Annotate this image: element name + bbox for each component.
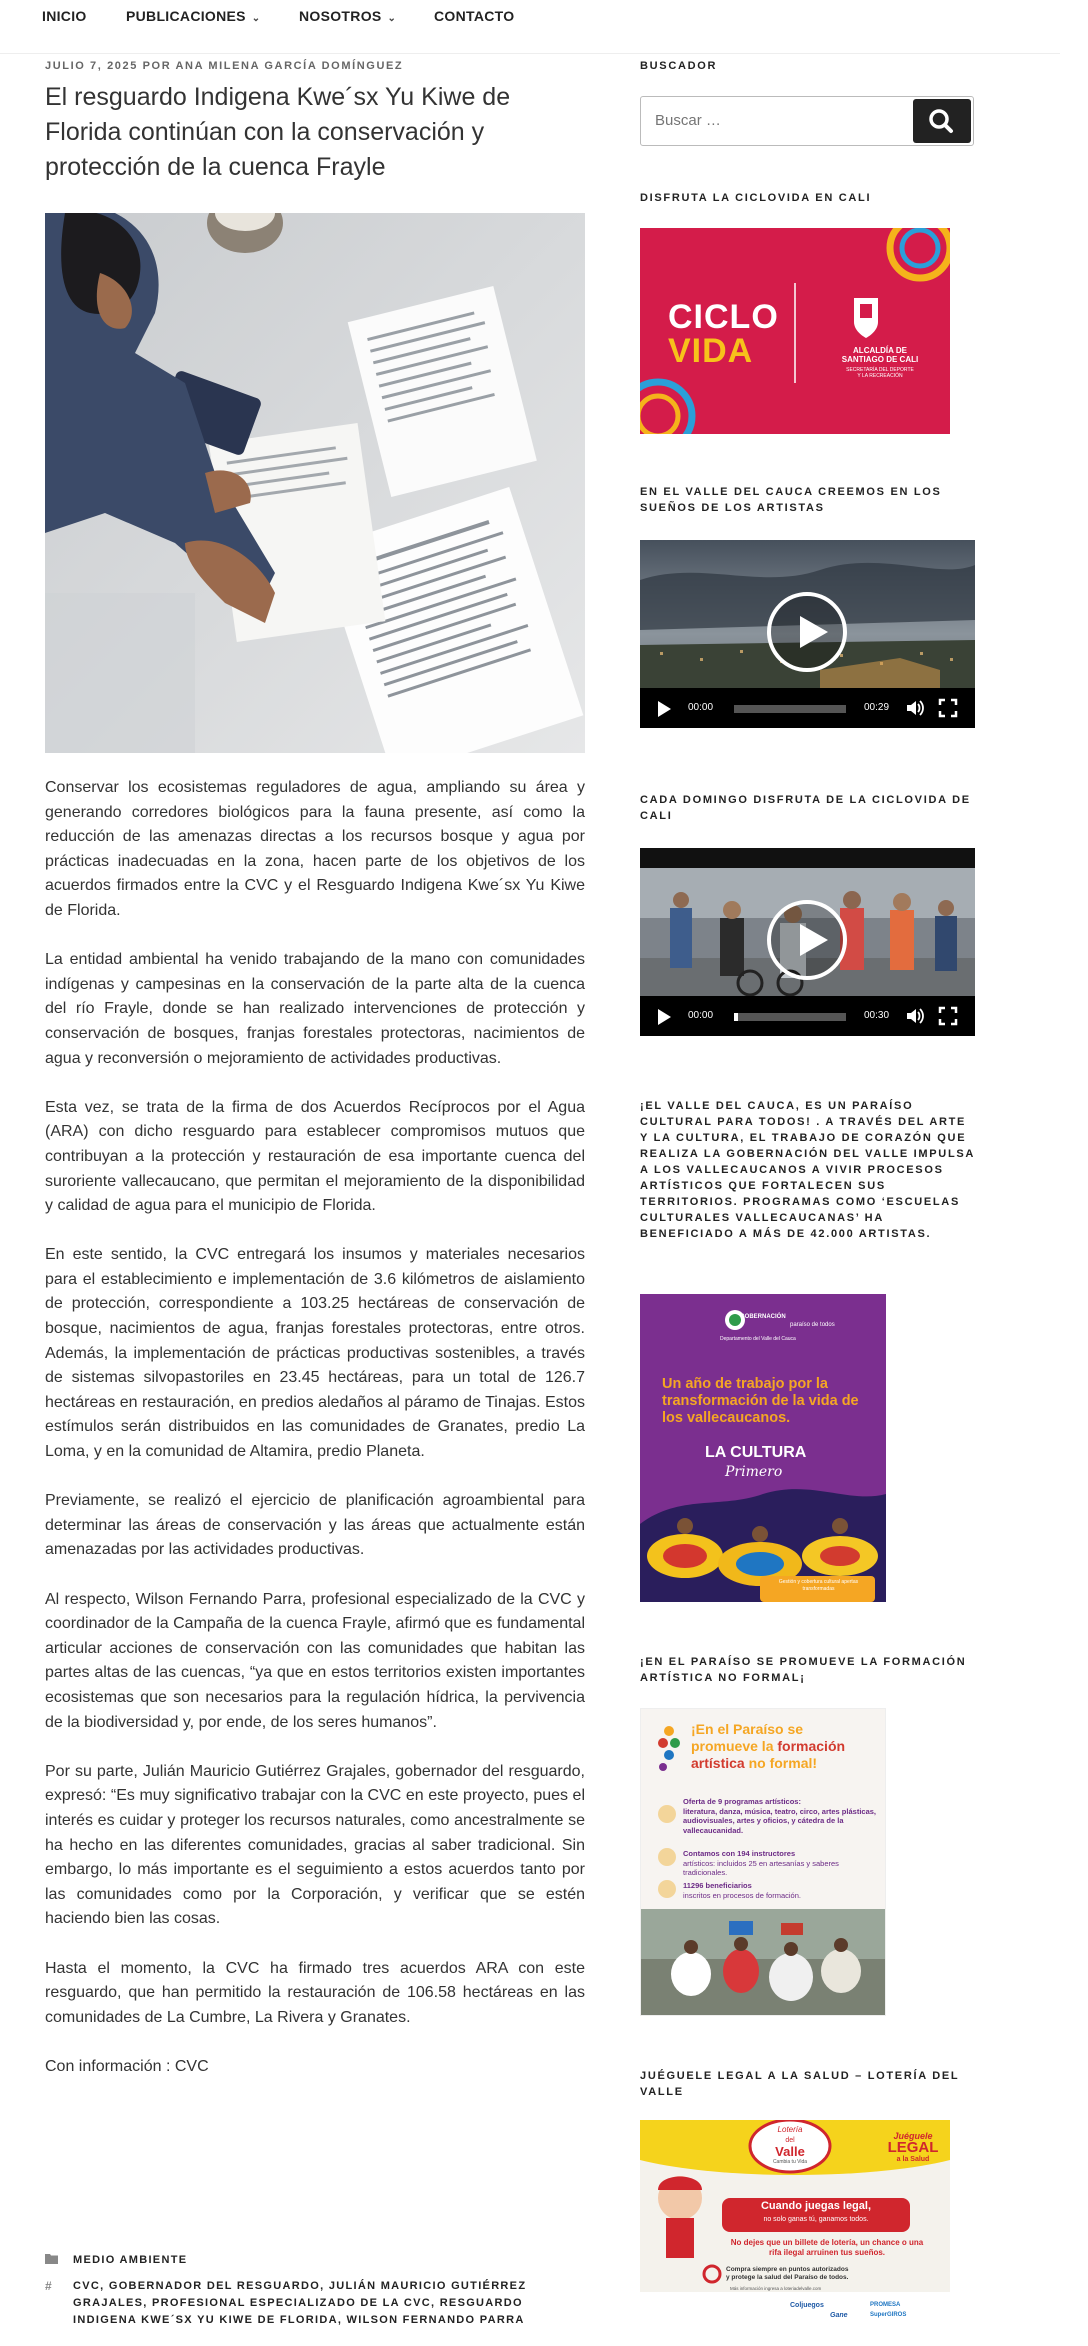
- item-title: 11296 beneficiarios: [683, 1881, 752, 1890]
- widget-title-suenos: EN EL VALLE DEL CAUCA CREEMOS EN LOS SUEÑOS DE LOS ARTISTAS: [640, 486, 942, 514]
- banner-line: no solo ganas tú, ganamos todos.: [763, 2216, 869, 2223]
- sponsor-promesa: PROMESA: [870, 2302, 901, 2308]
- signing-photo: [45, 213, 585, 753]
- nav-item-inicio[interactable]: INICIO: [42, 8, 87, 24]
- main-navigation: [0, 0, 1060, 54]
- warning-line: No dejes que un billete de lotería, un chance o una: [730, 2238, 924, 2247]
- search-button[interactable]: [913, 99, 971, 143]
- volume-icon[interactable]: [905, 698, 925, 718]
- post-title: El resguardo Indigena Kwe´sx Yu Kiwe de Florida continúan con la conservación y protección de la cuenca Frayle: [45, 83, 511, 181]
- widget-title-loteria: JUÉGUELE LEGAL A LA SALUD – LOTERÍA DEL VALLE: [640, 2070, 960, 2098]
- formacion-item-programas: [683, 1797, 879, 1835]
- logo-line: del: [785, 2137, 795, 2144]
- sponsor-logos: [700, 2300, 950, 2324]
- ciclovida-banner[interactable]: [640, 228, 950, 434]
- widget-title-domingo: CADA DOMINGO DISFRUTA DE LA CICLOVIDA DE CALI: [640, 794, 971, 822]
- headline-part: de la vida de los: [662, 1393, 859, 1426]
- paragraph: Con información : CVC: [45, 2057, 209, 2075]
- alcaldia-line: ALCALDÍA DE: [853, 346, 907, 355]
- search-form: [640, 96, 974, 146]
- search-icon: [913, 99, 971, 143]
- headline-part: no formal!: [744, 1755, 818, 1771]
- duration-time: 00:29: [864, 702, 890, 713]
- loteria-banner[interactable]: [640, 2120, 950, 2328]
- vida-text: VIDA: [668, 332, 754, 370]
- folder-icon: [45, 2252, 73, 2269]
- secretaria-line: SECRETARÍA DEL DEPORTE: [846, 367, 914, 373]
- banner-line: Cuando juegas legal,: [760, 2200, 872, 2212]
- video-controls: [640, 688, 975, 728]
- widget-title-paraiso-cultural: ¡EL VALLE DEL CAUCA, ES UN PARAÍSO CULTURAL PARA TODOS! . A TRAVÉS DEL ARTE Y LA CULTURA, EL TRABAJO DE CORAZÓN QUE REALIZA LA GOBERNACIÓN DEL VALLE IMPULSA A LOS VALLECAUCANOS A VIVIR PROCESOS ARTÍSTICOS QUE FORTALECEN SUS TERRITORIOS. PROGRAMAS COMO ‘ESCUELAS CULTURALES VALLECAUCANAS’ HA BENEFICIADO A MÁS DE 42.000 ARTISTAS.: [640, 1100, 975, 1240]
- paraiso-text: paraíso de todos: [790, 1322, 835, 1328]
- big-play-button[interactable]: [767, 592, 847, 672]
- logo-line: LEGAL: [887, 2139, 939, 2156]
- nav-item-publicaciones[interactable]: PUBLICACIONES ⌄: [126, 8, 261, 24]
- logo-line: Juéguele: [893, 2131, 933, 2141]
- paragraph: En este sentido, la CVC entregará los insumos y materiales necesarios para el establecimiento e implementación de 3.6 kilómetros de aislamiento de protección, correspondiente a 103.25 hectáreas de conservación de bosque, nacimientos de agua, franjas forestales protectoras, entre otros. Además, la implementación de prácticas productivas sostenibles, a través de sistemas silvopastoriles en 23.45 hectáreas, para un total de 126.7 hectáreas en restauración, en predios aledaños al páramo de Tinajas. Estos estímulos serán distribuidos en las comunidades de Granates, predio La Loma, y en la comunidad de Altamira, predio Planeta.: [45, 1246, 585, 1461]
- tags-row: [45, 2278, 585, 2329]
- post-date-link[interactable]: JULIO 7, 2025: [45, 60, 138, 72]
- progress-bar[interactable]: [734, 1013, 846, 1021]
- post-content: [45, 776, 585, 2104]
- headline-part: artística: [691, 1755, 745, 1771]
- item-desc: artísticos: incluidos 25 en artesanías y saberes tradicionales.: [683, 1858, 839, 1877]
- headline-part: promueve la: [691, 1738, 778, 1754]
- alcaldia-line: SANTIAGO DE CALI: [841, 355, 919, 364]
- paragraph: Al respecto, Wilson Fernando Parra, profesional especializado de la CVC y coordinador de la Campaña de la cuenca Frayle, afirmó que es fundamental articular acciones de conservación con las comunidades que habitan las partes altas de las cuencas, “ya que en estos territorios existen importantes ecosistemas que son necesarios para la regulación hídrica, la pervivencia de la biodiversidad y, por ende, de los seres humanos”.: [45, 1590, 585, 1731]
- primero-text: Primero: [725, 1464, 783, 1480]
- featured-image: [45, 213, 585, 753]
- fullscreen-icon[interactable]: [938, 698, 958, 718]
- progress-bar[interactable]: [734, 705, 846, 713]
- logo-line: Cambia tu Vida: [772, 2159, 808, 2165]
- compra-line: Compra siempre en puntos autorizados: [726, 2266, 849, 2273]
- item-title: Contamos con 194 instructores: [683, 1849, 796, 1858]
- post-by-label: POR: [142, 60, 172, 72]
- loteria-warning: [704, 2238, 950, 2258]
- hashtag-icon: #: [45, 2279, 53, 2293]
- paragraph: Previamente, se realizó el ejercicio de planificación agroambiental para determinar las áreas de conservación y las áreas que actualmente están amenazadas por las actividades productivas.: [45, 1492, 585, 1559]
- ciclo-text: CICLO: [668, 298, 779, 336]
- current-time: 00:00: [688, 1010, 714, 1021]
- logo-line: a la Salud: [896, 2156, 930, 2163]
- juegue-legal-logo: [880, 2130, 946, 2166]
- paragraph: La entidad ambiental ha venido trabajando de la mano con comunidades indígenas y campesinas en la conservación de la parte alta de la cuenca del río Frayle, donde se han realizado intervenciones de protección y conservación de bosques, franjas forestales protectoras, nacimientos de agua y reconversión o mejoramiento de actividades productivas.: [45, 951, 585, 1067]
- sponsor-coljuegos: Coljuegos: [790, 2302, 824, 2309]
- category-link[interactable]: MEDIO AMBIENTE: [73, 2254, 188, 2266]
- paragraph: Esta vez, se trata de la firma de dos Acuerdos Recíprocos por el Agua (ARA) con dicho resguardo para establecer compromisos mutuos que contribuyan a la protección y restauración de esa importante cuenca del suroriente vallecaucano, que permitan el mejoramiento de la disponibilidad y calidad de agua para el municipio de Florida.: [45, 1098, 585, 1215]
- sponsor-supergiros: SuperGIROS: [870, 2312, 907, 2318]
- logo-line: Lotería: [777, 2125, 803, 2134]
- post-footer-meta: [45, 2252, 585, 2338]
- headline-part: vallecaucanos.: [686, 1410, 791, 1426]
- sponsor-gane: Gane: [830, 2312, 848, 2319]
- fullscreen-icon[interactable]: [938, 1006, 958, 1026]
- warning-line: rifa ilegal arruinen tus sueños.: [768, 2248, 886, 2257]
- current-time: 00:00: [688, 702, 714, 713]
- chevron-down-icon: ⌄: [251, 13, 261, 24]
- cultura-headline: [662, 1376, 867, 1427]
- formacion-banner[interactable]: [640, 1708, 886, 2016]
- headline-part: formación: [777, 1738, 846, 1754]
- loteria-logo: [750, 2124, 830, 2168]
- paragraph: Conservar los ecosistemas reguladores de agua, ampliando su área y generando corredores biológicos para la fauna presente, así como la reducción de las amenazas directas a los recursos bosque y agua por prácticas inadecuadas en la zona, hacen parte de los objetivos de los acuerdos firmados entre la CVC y el Resguardo Indigena Kwe´sx Yu Kiwe de Florida.: [45, 779, 585, 919]
- duration-time: 00:30: [864, 1010, 890, 1021]
- item-title: Oferta de 9 programas artísticos:: [683, 1797, 801, 1806]
- headline-part: transformación: [662, 1393, 768, 1409]
- juegas-legal-banner: [722, 2200, 910, 2226]
- departamento-text: Departamento del Valle del Cauca: [720, 1336, 796, 1342]
- widget-title-formacion: ¡EN EL PARAÍSO SE PROMUEVE LA FORMACIÓN ARTÍSTICA NO FORMAL¡: [640, 1656, 967, 1684]
- formacion-headline: [691, 1721, 881, 1772]
- alcaldia-text: [830, 346, 930, 379]
- tags-links[interactable]: CVC, GOBERNADOR DEL RESGUARDO, JULIÁN MAURICIO GUTIÉRREZ GRAJALES, PROFESIONAL ESPECIALIZADO DE LA CVC, RESGUARDO INDIGENA KWE´SX YU KIWE DE FLORIDA, WILSON FERNANDO PARRA: [73, 2280, 527, 2326]
- logo-line: Valle: [775, 2144, 805, 2159]
- cultura-banner[interactable]: [640, 1294, 886, 1602]
- headline-line: ¡En el Paraíso se: [691, 1721, 804, 1737]
- la-cultura-text: LA CULTURA: [705, 1444, 807, 1461]
- cultura-badge: Gestión y cobertura cultural apertas transformadas: [778, 1579, 859, 1592]
- video-player-suenos[interactable]: [640, 540, 975, 728]
- post-author-link[interactable]: ANA MILENA GARCÍA DOMÍNGUEZ: [175, 60, 404, 72]
- play-icon[interactable]: [658, 701, 671, 717]
- formacion-item-instructores: [683, 1849, 879, 1878]
- nav-item-nosotros[interactable]: NOSOTROS ⌄: [299, 8, 397, 24]
- post-meta: [45, 60, 403, 72]
- widget-title-buscador: BUSCADOR: [640, 60, 718, 72]
- secretaria-line: Y LA RECREACIÓN: [857, 373, 903, 379]
- widget-title-ciclovida: DISFRUTA LA CICLOVIDA EN CALI: [640, 192, 872, 204]
- volume-icon[interactable]: [905, 1006, 925, 1026]
- paragraph: Hasta el momento, la CVC ha firmado tres acuerdos ARA con este resguardo, que han permitido la restauración de 106.58 hectáreas en las comunidades de La Cumbre, La Rivera y Granates.: [45, 1959, 585, 2026]
- big-play-button[interactable]: [767, 900, 847, 980]
- chevron-down-icon: ⌄: [387, 13, 397, 24]
- play-icon[interactable]: [658, 1009, 671, 1025]
- nav-item-contacto[interactable]: CONTACTO: [434, 8, 515, 24]
- loteria-compra: [726, 2266, 926, 2282]
- search-input[interactable]: [653, 111, 893, 130]
- category-row: [45, 2252, 585, 2269]
- loteria-more-info: Más información ingresa a loteriadelvalle.com: [730, 2286, 822, 2291]
- video-player-ciclovida[interactable]: [640, 848, 975, 1036]
- video-controls: [640, 996, 975, 1036]
- progress-fill: [734, 1013, 738, 1021]
- item-desc: literatura, danza, música, teatro, circo, artes plásticas, audiovisuales, artes y oficios, y cátedra de la vallecaucanidad.: [683, 1806, 876, 1835]
- gobernacion-text: GOBERNACIÓN: [740, 1314, 786, 1320]
- paragraph: Por su parte, Julián Mauricio Gutiérrez Grajales, gobernador del resguardo, expresó: “Es muy significativo trabajar con la CVC en este proyecto, pues el interés es cuidar y proteger los recursos naturales, como ancestralmente se ha hecho en las diferentes comunidades, gracias al saber tradicional. Sin embargo, lo más importante es el seguimiento a estos acuerdos tanto por las comunidades como por la Corporación, y verificar que se estén haciendo bien las cosas.: [45, 1762, 585, 1928]
- headline-part: Un año de trabajo por la: [662, 1376, 828, 1392]
- formacion-item-beneficiarios: [683, 1881, 879, 1900]
- compra-line: y protege la salud del Paraíso de todos.: [726, 2274, 849, 2281]
- item-desc: inscritos en procesos de formación.: [683, 1890, 801, 1900]
